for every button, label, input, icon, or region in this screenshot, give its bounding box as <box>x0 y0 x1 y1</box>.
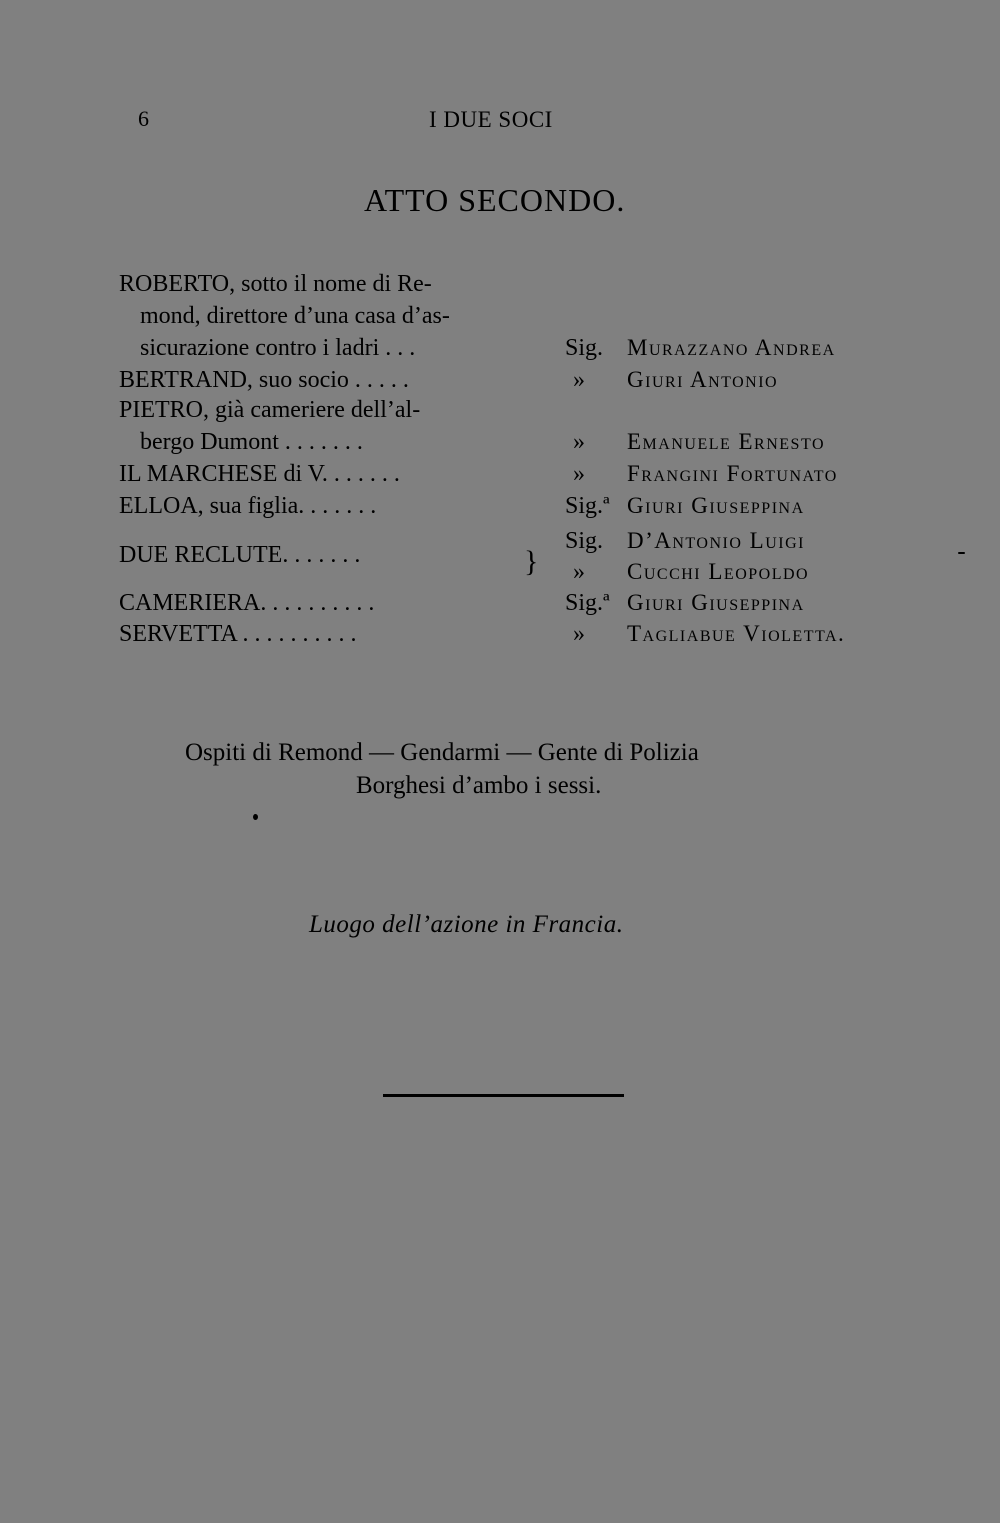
cast-row <box>0 336 1000 368</box>
cast-prefix: » <box>573 367 585 393</box>
cast-actor: Tagliabue Violetta. <box>627 621 846 646</box>
cast-role: sicurazione contro i ladri . . . <box>140 335 416 361</box>
cast-row <box>0 272 1000 304</box>
cast-role: ELLOA, sua figlia. . . . . . . <box>119 493 377 519</box>
location-note: Luogo dell’azione in Francia. <box>309 911 624 938</box>
cast-role: DUE RECLUTE. . . . . . . <box>119 542 361 568</box>
cast-prefix: » <box>573 559 585 585</box>
ink-speck <box>253 814 258 820</box>
closing-rule <box>383 1094 624 1097</box>
page-number: 6 <box>138 106 149 131</box>
cast-role: PIETRO, già cameriere dell’al- <box>119 397 421 423</box>
cast-role: ROBERTO, sotto il nome di Re- <box>119 271 432 297</box>
cast-actor: Frangini Fortunato <box>627 461 838 486</box>
cast-actor: Giuri Giuseppina <box>627 493 805 518</box>
cast-row <box>0 368 1000 400</box>
cast-prefix: Sig. <box>565 528 604 554</box>
act-title: ATTO SECONDO. <box>364 182 626 218</box>
cast-actor: Cucchi Leopoldo <box>627 559 810 584</box>
cast-prefix: » <box>573 621 585 647</box>
cast-prefix: Sig.ª <box>565 493 610 519</box>
cast-prefix: » <box>573 429 585 455</box>
cast-actor: Giuri Giuseppina <box>627 590 805 615</box>
cast-actor: Emanuele Ernesto <box>627 429 825 454</box>
cast-actor: Giuri Antonio <box>627 367 779 392</box>
cast-row <box>0 398 1000 430</box>
cast-row <box>0 560 1000 592</box>
running-title: I DUE SOCI <box>429 107 553 132</box>
cast-role: bergo Dumont . . . . . . . <box>140 429 363 455</box>
cast-row <box>0 622 1000 654</box>
cast-prefix: » <box>573 461 585 487</box>
extras-line-1: Ospiti di Remond — Gendarmi — Gente di Polizia <box>185 739 699 766</box>
cast-role: SERVETTA . . . . . . . . . . <box>119 621 357 647</box>
cast-actor: D’Antonio Luigi <box>627 528 805 553</box>
cast-row <box>0 591 1000 623</box>
cast-prefix: Sig. <box>565 335 604 361</box>
cast-role: CAMERIERA. . . . . . . . . . <box>119 590 375 616</box>
cast-role: IL MARCHESE di V. . . . . . . <box>119 461 400 487</box>
ink-speck <box>958 552 965 554</box>
cast-row <box>0 430 1000 462</box>
cast-row <box>0 462 1000 494</box>
cast-role: mond, direttore d’una casa d’as- <box>140 303 450 329</box>
cast-prefix: Sig.ª <box>565 590 610 616</box>
cast-row <box>0 304 1000 336</box>
cast-actor: Murazzano Andrea <box>627 335 836 360</box>
cast-role: BERTRAND, suo socio . . . . . <box>119 367 409 393</box>
brace-icon: } <box>524 545 539 578</box>
cast-row <box>0 494 1000 526</box>
extras-line-2: Borghesi d’ambo i sessi. <box>356 772 602 799</box>
